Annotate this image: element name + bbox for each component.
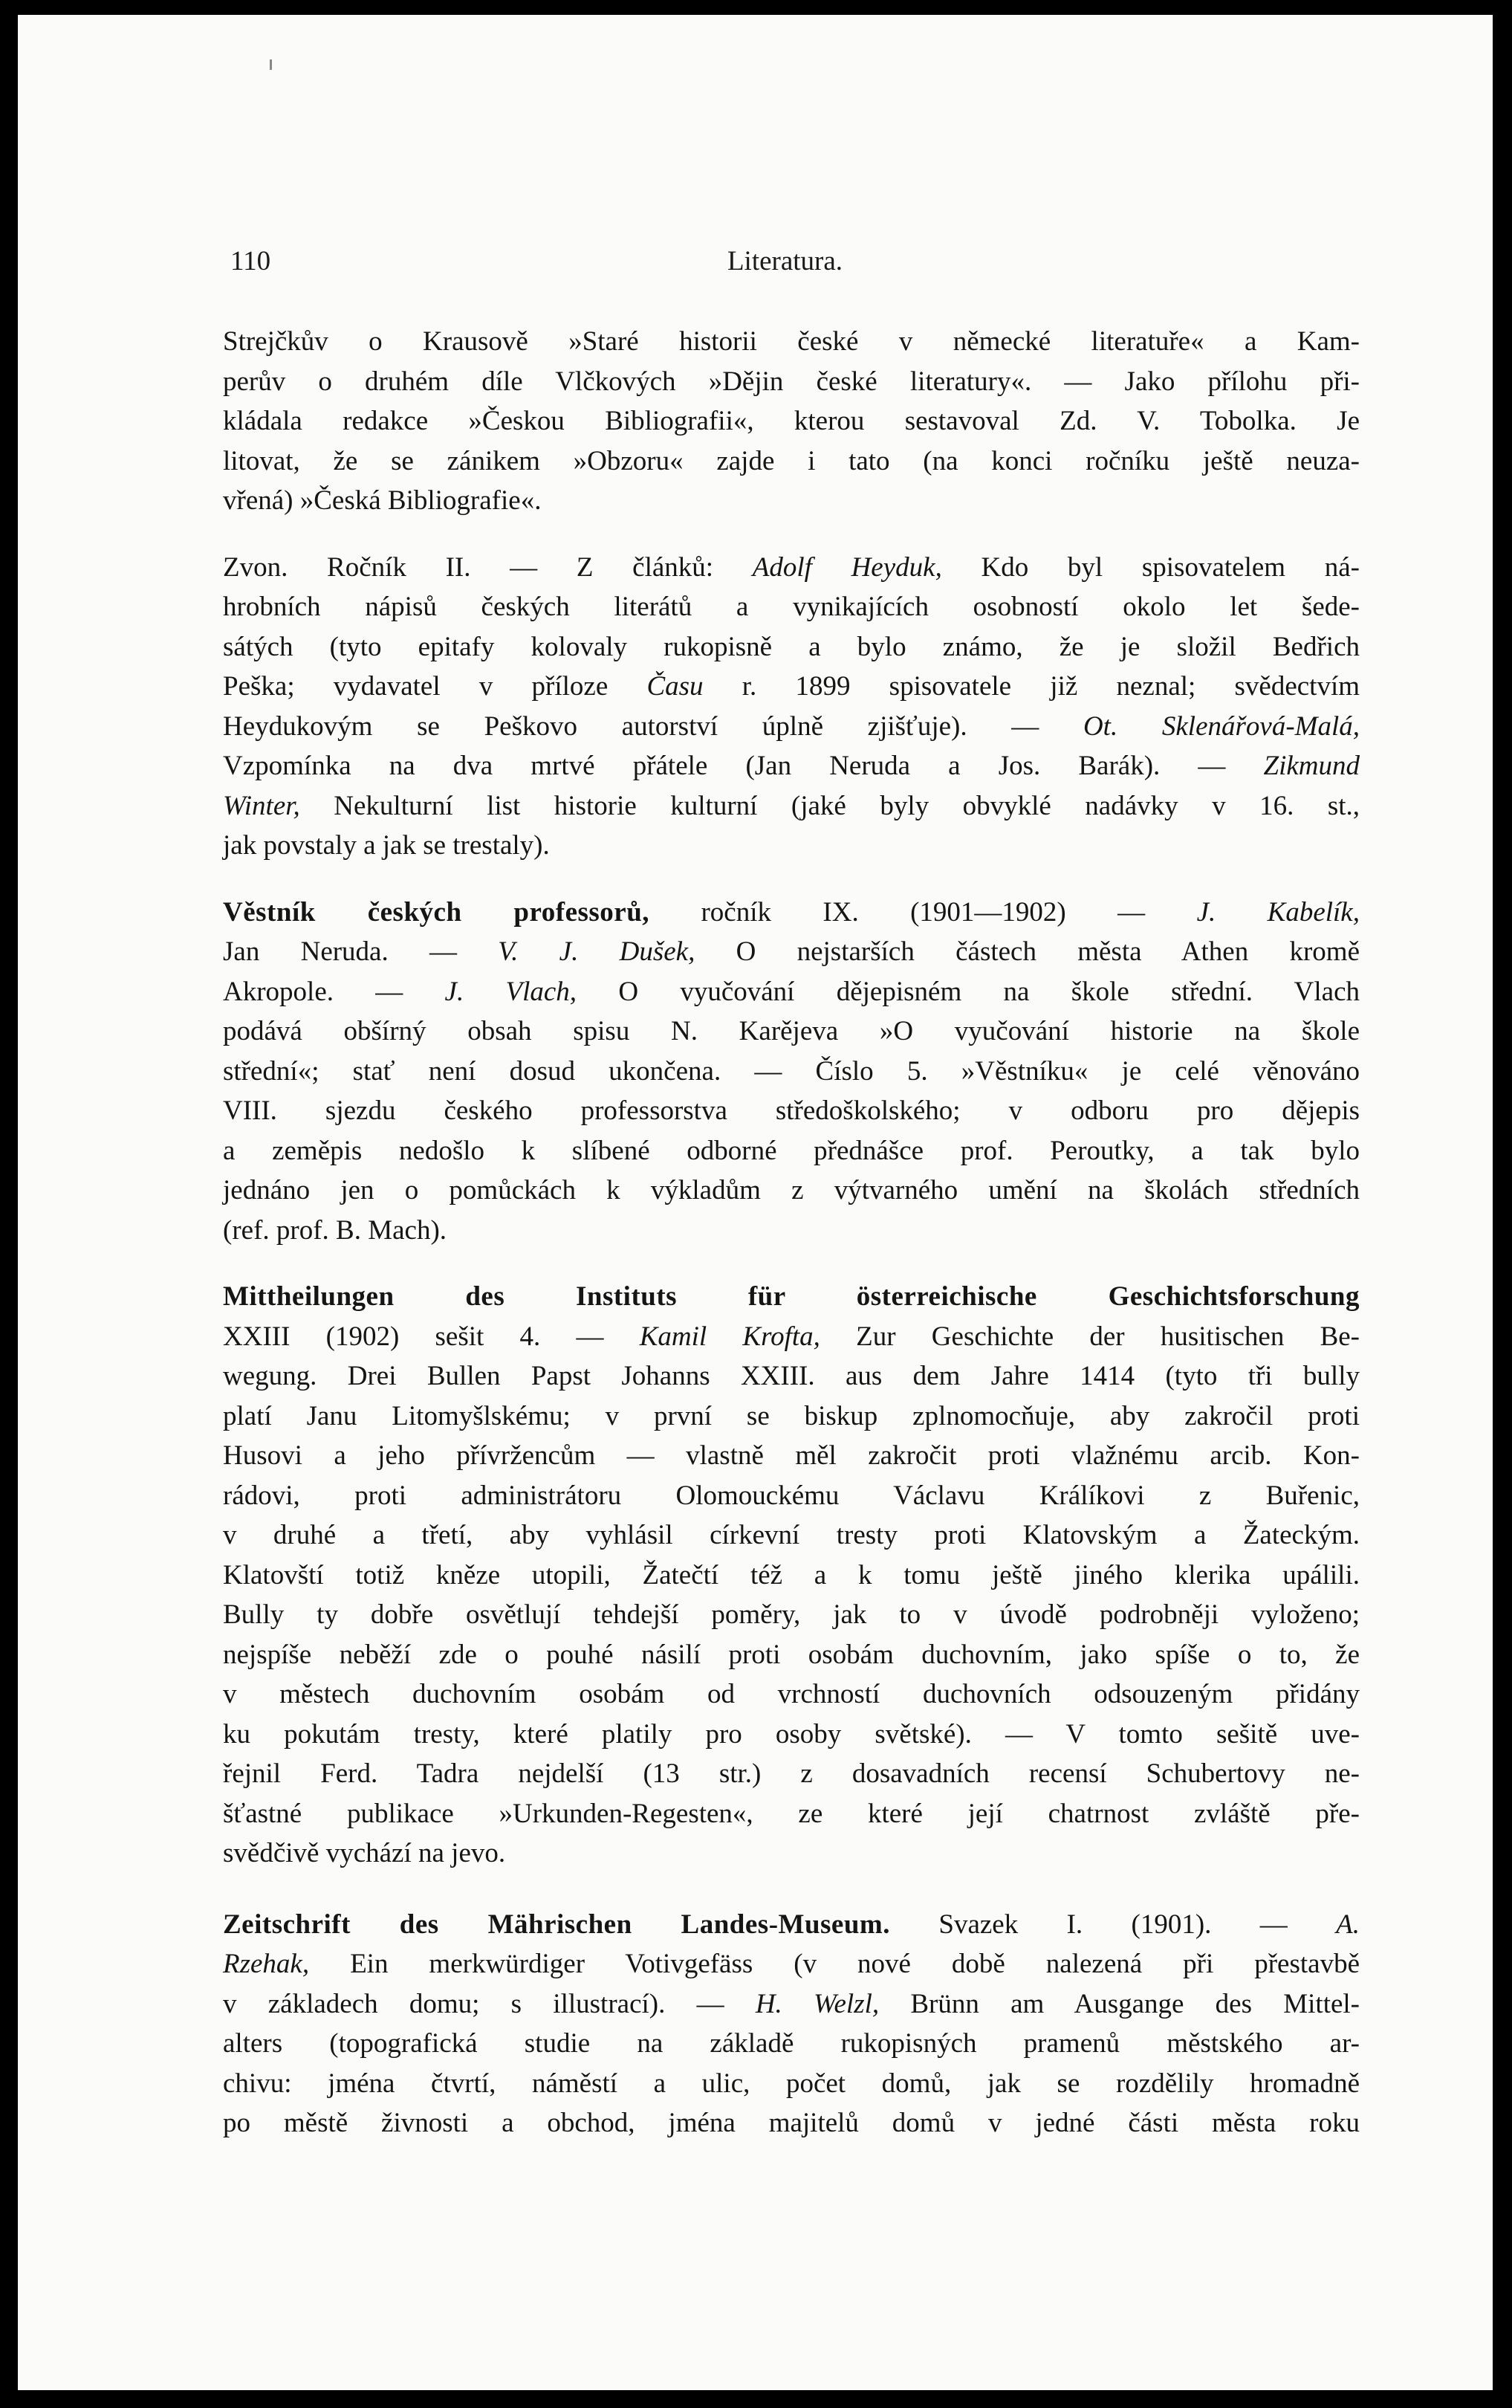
text-run: Akropole. — bbox=[223, 976, 445, 1007]
text-line: nejspíše neběží zde o pouhé násilí proti osobám duchovním, jako spíše o to, že bbox=[223, 1639, 1360, 1670]
text-line bbox=[223, 1277, 1360, 1317]
text-line: jednáno jen o pomůckách k výkladům z výtvarného umění na školách středních bbox=[223, 1175, 1360, 1205]
text-line: střední«; stať není dosud ukončena. — Číslo 5. »Věstníku« je celé věnováno bbox=[223, 1055, 1360, 1087]
journal-title: Zeitschrift des Mährischen Landes-Museum. bbox=[223, 1909, 890, 1940]
text-line bbox=[223, 548, 1360, 588]
text-line: v druhé a třetí, aby vyhlásil církevní tresty proti Klatovským a Žateckým. bbox=[223, 1520, 1360, 1550]
text-line bbox=[223, 932, 1360, 972]
text-line: kládala redakce »Českou Bibliografii«, kterou sestavoval Zd. V. Tobolka. Je bbox=[223, 406, 1360, 436]
text-line: platí Janu Litomyšlskému; v první se biskup zplnomocňuje, aby zakročil proti bbox=[223, 1400, 1360, 1431]
text-line bbox=[223, 667, 1360, 707]
text-run: XXIII (1902) sešit 4. — bbox=[223, 1321, 640, 1352]
page-header bbox=[211, 238, 1359, 282]
author-name: Kamil Krofta, bbox=[639, 1321, 820, 1352]
text-run: Jan Neruda. — bbox=[223, 936, 499, 967]
text-line bbox=[223, 707, 1360, 747]
journal-title: Věstník českých professorů, bbox=[223, 896, 650, 928]
text-line: v městech duchovním osobám od vrchností duchovních odsouzeným přidány bbox=[223, 1679, 1360, 1709]
journal-name: Času bbox=[646, 671, 704, 702]
text-run: Ein merkwürdiger Votivgefäss (v nové době nalezená při přestavbě bbox=[309, 1949, 1360, 1979]
author-name: Ot. Sklenářová-Malá, bbox=[1083, 711, 1360, 742]
text-line bbox=[223, 893, 1360, 933]
text-run: Zur Geschichte der husitischen Be- bbox=[820, 1321, 1360, 1352]
text-line: a zeměpis nedošlo k slíbené odborné přednášce prof. Peroutky, a tak bylo bbox=[223, 1135, 1360, 1166]
running-head: Literatura. bbox=[727, 246, 843, 276]
text-line: po městě živnosti a obchod, jména majitelů domů v jedné části města roku bbox=[223, 2108, 1360, 2138]
text-line: wegung. Drei Bullen Papst Johanns XXIII. aus dem Jahre 1414 (tyto tři bully bbox=[223, 1361, 1360, 1391]
text-line: sátých (tyto epitafy kolovaly rukopisně a bylo známo, že je složil Bedřich bbox=[223, 631, 1360, 662]
book-page bbox=[18, 15, 1493, 2390]
text-line: podává obšírný obsah spisu N. Karějeva »O vyučování historie na škole bbox=[223, 1016, 1360, 1046]
text-line: litovat, že se zánikem »Obzoru« zajde i tato (na konci ročníku ještě neuza- bbox=[223, 445, 1360, 476]
page-number: 110 bbox=[230, 246, 271, 276]
journal-title: Zvon. Ročník II. — Z článků: bbox=[223, 551, 753, 583]
text-run: O vyučování dějepisném na škole střední. Vlach bbox=[577, 976, 1360, 1007]
text-run: Kdo byl spisovatelem ná- bbox=[941, 551, 1360, 583]
text-line bbox=[223, 1905, 1360, 1945]
paragraph-zvon bbox=[223, 548, 1360, 866]
text-run: v základech domu; s illustrací). — bbox=[223, 1988, 756, 2019]
text-run: O nejstarších částech města Athen kromě bbox=[695, 936, 1360, 967]
journal-title: Mittheilungen des Instituts für österreichische Geschichtsforschung bbox=[223, 1281, 1360, 1312]
text-line: chivu: jména čtvrtí, náměstí a ulic, počet domů, jak se rozdělily hromadně bbox=[223, 2068, 1360, 2099]
author-name: V. J. Dušek, bbox=[498, 936, 695, 967]
text-line: VIII. sjezdu českého professorstva středoškolského; v odboru pro dějepis bbox=[223, 1095, 1360, 1126]
paragraph-zeitschrift bbox=[223, 1905, 1360, 2143]
text-run: Heydukovým se Peškovo autorství úplně zjišťuje). — bbox=[223, 711, 1083, 742]
text-line: vřená) »Česká Bibliografie«. bbox=[223, 485, 542, 516]
paragraph-gap bbox=[223, 1250, 1360, 1277]
text-line bbox=[223, 1984, 1360, 2025]
text-run: Svazek I. (1901). — bbox=[890, 1909, 1337, 1940]
text-line: jak povstaly a jak se trestaly). bbox=[223, 830, 550, 861]
text-line: Klatovští totiž kněze utopili, Žatečtí též a k tomu ještě jiného klerika upálili. bbox=[223, 1559, 1360, 1590]
author-name: J. Kabelík, bbox=[1196, 896, 1360, 928]
paragraph-intro bbox=[223, 322, 1360, 521]
author-name: H. Welzl, bbox=[755, 1988, 880, 2019]
paragraph-gap bbox=[223, 866, 1360, 893]
text-run: Peška; vydavatel v příloze bbox=[223, 671, 647, 702]
text-line bbox=[223, 746, 1360, 786]
author-name: J. Vlach, bbox=[444, 976, 577, 1007]
page-body bbox=[223, 322, 1360, 2143]
text-line: alters (topografická studie na základě rukopisných pramenů městského ar- bbox=[223, 2028, 1360, 2059]
paragraph-mittheilungen bbox=[223, 1277, 1360, 1874]
text-run: r. 1899 spisovatele již neznal; svědectvím bbox=[703, 671, 1360, 702]
paragraph-gap bbox=[223, 521, 1360, 548]
paragraph-vestnik bbox=[223, 893, 1360, 1251]
text-line: perův o druhém díle Vlčkových »Dějin české literatury«. — Jako přílohu při- bbox=[223, 366, 1360, 397]
author-name: A. bbox=[1336, 1909, 1360, 1940]
scan-mark bbox=[270, 59, 272, 70]
text-line: Strejčkův o Krausově »Staré historii české v německé literatuře« a Kam- bbox=[223, 326, 1360, 357]
text-run: ročník IX. (1901—1902) — bbox=[649, 896, 1197, 928]
text-line: hrobních nápisů českých literátů a vynikajících osobností okolo let šede- bbox=[223, 592, 1360, 622]
text-run: Vzpomínka na dva mrtvé přátele (Jan Neruda a Jos. Barák). — bbox=[223, 751, 1264, 781]
text-line bbox=[223, 786, 1360, 826]
author-name: Zikmund bbox=[1263, 751, 1360, 781]
author-name: Adolf Heyduk, bbox=[752, 551, 942, 583]
text-line bbox=[223, 1317, 1360, 1357]
text-line: svědčivě vychází na jevo. bbox=[223, 1838, 506, 1868]
text-line bbox=[223, 972, 1360, 1012]
text-line: Bully ty dobře osvětlují tehdejší poměry, jak to v úvodě podrobněji vyloženo; bbox=[223, 1599, 1360, 1630]
text-run: Brünn am Ausgange des Mittel- bbox=[879, 1988, 1360, 2019]
author-name: Winter, bbox=[223, 790, 300, 821]
text-line: řejnil Ferd. Tadra nejdelší (13 str.) z dosavadních recensí Schubertovy ne- bbox=[223, 1758, 1360, 1789]
text-line: Husovi a jeho přívržencům — vlastně měl zakročit proti vlažnému arcib. Kon- bbox=[223, 1440, 1360, 1471]
text-line: rádovi, proti administrátoru Olomouckému Václavu Králíkovi z Buřenic, bbox=[223, 1480, 1360, 1511]
text-line bbox=[223, 1944, 1360, 1984]
text-line: šťastné publikace »Urkunden-Regesten«, ze které její chatrnost zvláště pře- bbox=[223, 1798, 1360, 1829]
text-line: ku pokutám tresty, které platily pro osoby světské). — V tomto sešitě uve- bbox=[223, 1718, 1360, 1750]
text-run: Nekulturní list historie kulturní (jaké byly obvyklé nadávky v 16. st., bbox=[299, 790, 1360, 821]
author-name: Rzehak, bbox=[223, 1949, 310, 1979]
text-line: (ref. prof. B. Mach). bbox=[223, 1214, 447, 1246]
paragraph-gap bbox=[223, 1874, 1360, 1905]
